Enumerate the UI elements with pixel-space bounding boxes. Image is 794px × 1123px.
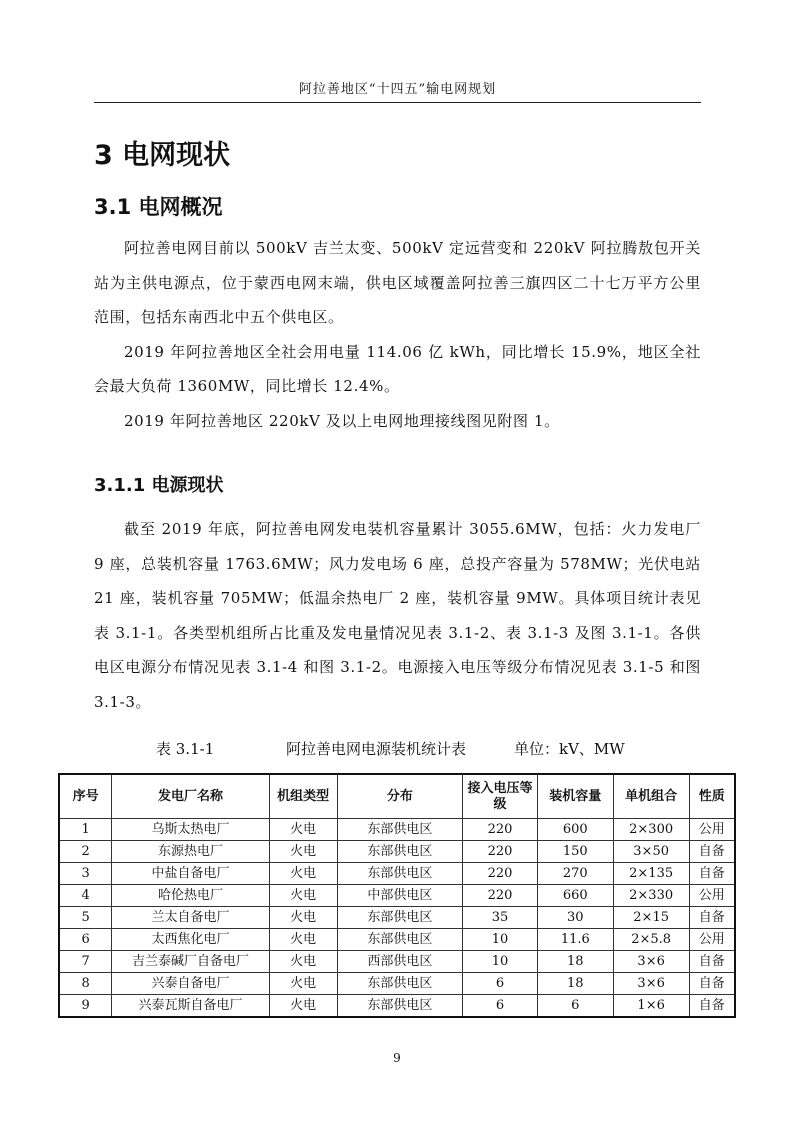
unit-type-cell: 火电 [269, 951, 337, 973]
column-header: 机组类型 [269, 774, 337, 819]
column-header: 发电厂名称 [112, 774, 269, 819]
table-body [59, 819, 735, 1018]
ownership-cell: 公用 [689, 885, 735, 907]
ownership-cell: 自备 [689, 907, 735, 929]
unit-config-cell: 3×6 [613, 973, 689, 995]
unit-config-cell: 1×6 [613, 995, 689, 1018]
table-row [59, 995, 735, 1018]
column-header: 性质 [689, 774, 735, 819]
region-cell: 东部供电区 [337, 819, 463, 841]
unit-config-cell: 2×5.8 [613, 929, 689, 951]
table-row [59, 907, 735, 929]
plant-name-cell: 中盐自备电厂 [112, 863, 269, 885]
subsection-title: 3.1.1 电源现状 [94, 475, 224, 496]
plant-name-cell: 太西焦化电厂 [112, 929, 269, 951]
column-header: 序号 [59, 774, 112, 819]
table-title: 阿拉善电网电源装机统计表 [286, 740, 467, 758]
row-number-cell: 9 [59, 995, 112, 1018]
page-header: 阿拉善地区“十四五”输电网规划 [298, 82, 497, 97]
plant-name-cell: 吉兰泰碱厂自备电厂 [112, 951, 269, 973]
voltage-level-cell: 220 [463, 841, 538, 863]
plant-name-cell: 乌斯太热电厂 [112, 819, 269, 841]
capacity-cell: 11.6 [537, 929, 613, 951]
unit-config-cell: 2×300 [613, 819, 689, 841]
unit-type-cell: 火电 [269, 819, 337, 841]
unit-type-cell: 火电 [269, 929, 337, 951]
voltage-level-cell: 10 [463, 929, 538, 951]
capacity-cell: 270 [537, 863, 613, 885]
table-number: 表 3.1-1 [156, 740, 215, 758]
region-cell: 东部供电区 [337, 995, 463, 1018]
plant-name-cell: 东源热电厂 [112, 841, 269, 863]
section-body [94, 231, 701, 438]
row-number-cell: 4 [59, 885, 112, 907]
unit-type-cell: 火电 [269, 995, 337, 1018]
ownership-cell: 自备 [689, 841, 735, 863]
capacity-cell: 150 [537, 841, 613, 863]
subsection-body [94, 512, 701, 719]
table-row [59, 841, 735, 863]
header-divider [94, 102, 701, 103]
paragraph: 2019 年阿拉善地区全社会用电量 114.06 亿 kWh，同比增长 15.9%，地区全社会最大负荷 1360MW，同比增长 12.4%。 [94, 342, 701, 395]
row-number-cell: 7 [59, 951, 112, 973]
capacity-cell: 660 [537, 885, 613, 907]
region-cell: 中部供电区 [337, 885, 463, 907]
unit-type-cell: 火电 [269, 973, 337, 995]
row-number-cell: 5 [59, 907, 112, 929]
unit-type-cell: 火电 [269, 863, 337, 885]
row-number-cell: 8 [59, 973, 112, 995]
table-row [59, 973, 735, 995]
voltage-level-cell: 6 [463, 973, 538, 995]
capacity-cell: 18 [537, 951, 613, 973]
ownership-cell: 自备 [689, 973, 735, 995]
table-row [59, 885, 735, 907]
column-header: 分布 [337, 774, 463, 819]
voltage-level-cell: 35 [463, 907, 538, 929]
plant-name-cell: 兰太自备电厂 [112, 907, 269, 929]
table-row [59, 951, 735, 973]
unit-config-cell: 3×6 [613, 951, 689, 973]
column-header: 接入电压等级 [463, 774, 538, 819]
capacity-cell: 6 [537, 995, 613, 1018]
section-title: 3.1 电网概况 [94, 195, 223, 219]
row-number-cell: 3 [59, 863, 112, 885]
column-header: 装机容量 [537, 774, 613, 819]
region-cell: 东部供电区 [337, 907, 463, 929]
ownership-cell: 自备 [689, 995, 735, 1018]
unit-type-cell: 火电 [269, 907, 337, 929]
ownership-cell: 公用 [689, 819, 735, 841]
power-plant-table [58, 773, 736, 1018]
paragraph: 截至 2019 年底，阿拉善电网发电装机容量累计 3055.6MW，包括：火力发电厂 9 座，总装机容量 1763.6MW；风力发电场 6 座，总投产容量为 578MW；光伏电站 21 座，装机容量 705MW；低温余热电厂 2 座，装机容量 9MW。具体项目统计表见表 3.1-1。各类型机组所占比重及发电量情况见表 3.1-2、表 3.1-3 及图 3.1-1。各供电区电源分布情况见表 3.1-4 和图 3.1-2。电源接入电压等级分布情况见表 3.1-5 和图 3.1-3。 [94, 520, 701, 711]
voltage-level-cell: 220 [463, 885, 538, 907]
paragraph: 2019 年阿拉善地区 220kV 及以上电网地理接线图见附图 1。 [124, 411, 560, 430]
capacity-cell: 30 [537, 907, 613, 929]
unit-type-cell: 火电 [269, 841, 337, 863]
region-cell: 西部供电区 [337, 951, 463, 973]
voltage-level-cell: 6 [463, 995, 538, 1018]
region-cell: 东部供电区 [337, 841, 463, 863]
ownership-cell: 公用 [689, 929, 735, 951]
region-cell: 东部供电区 [337, 863, 463, 885]
column-header: 单机组合 [613, 774, 689, 819]
table-row [59, 863, 735, 885]
row-number-cell: 2 [59, 841, 112, 863]
region-cell: 东部供电区 [337, 973, 463, 995]
table-row [59, 819, 735, 841]
page-number: 9 [393, 1051, 401, 1065]
unit-type-cell: 火电 [269, 885, 337, 907]
unit-config-cell: 3×50 [613, 841, 689, 863]
plant-name-cell: 兴泰瓦斯自备电厂 [112, 995, 269, 1018]
table-row [59, 929, 735, 951]
chapter-title: 3 电网现状 [94, 140, 231, 171]
row-number-cell: 6 [59, 929, 112, 951]
voltage-level-cell: 220 [463, 863, 538, 885]
capacity-cell: 18 [537, 973, 613, 995]
capacity-cell: 600 [537, 819, 613, 841]
voltage-level-cell: 220 [463, 819, 538, 841]
voltage-level-cell: 10 [463, 951, 538, 973]
ownership-cell: 自备 [689, 863, 735, 885]
table-header-row [59, 774, 735, 819]
unit-config-cell: 2×15 [613, 907, 689, 929]
row-number-cell: 1 [59, 819, 112, 841]
unit-config-cell: 2×330 [613, 885, 689, 907]
table-caption [94, 735, 701, 763]
ownership-cell: 自备 [689, 951, 735, 973]
plant-name-cell: 兴泰自备电厂 [112, 973, 269, 995]
paragraph: 阿拉善电网目前以 500kV 吉兰太变、500kV 定远营变和 220kV 阿拉腾敖包开关站为主供电源点，位于蒙西电网末端，供电区域覆盖阿拉善三旗四区二十七万平方公里范围，包括东南西北中五个供电区。 [94, 239, 701, 326]
unit-config-cell: 2×135 [613, 863, 689, 885]
region-cell: 东部供电区 [337, 929, 463, 951]
table-unit: 单位：kV、MW [514, 740, 625, 758]
plant-name-cell: 哈伦热电厂 [112, 885, 269, 907]
